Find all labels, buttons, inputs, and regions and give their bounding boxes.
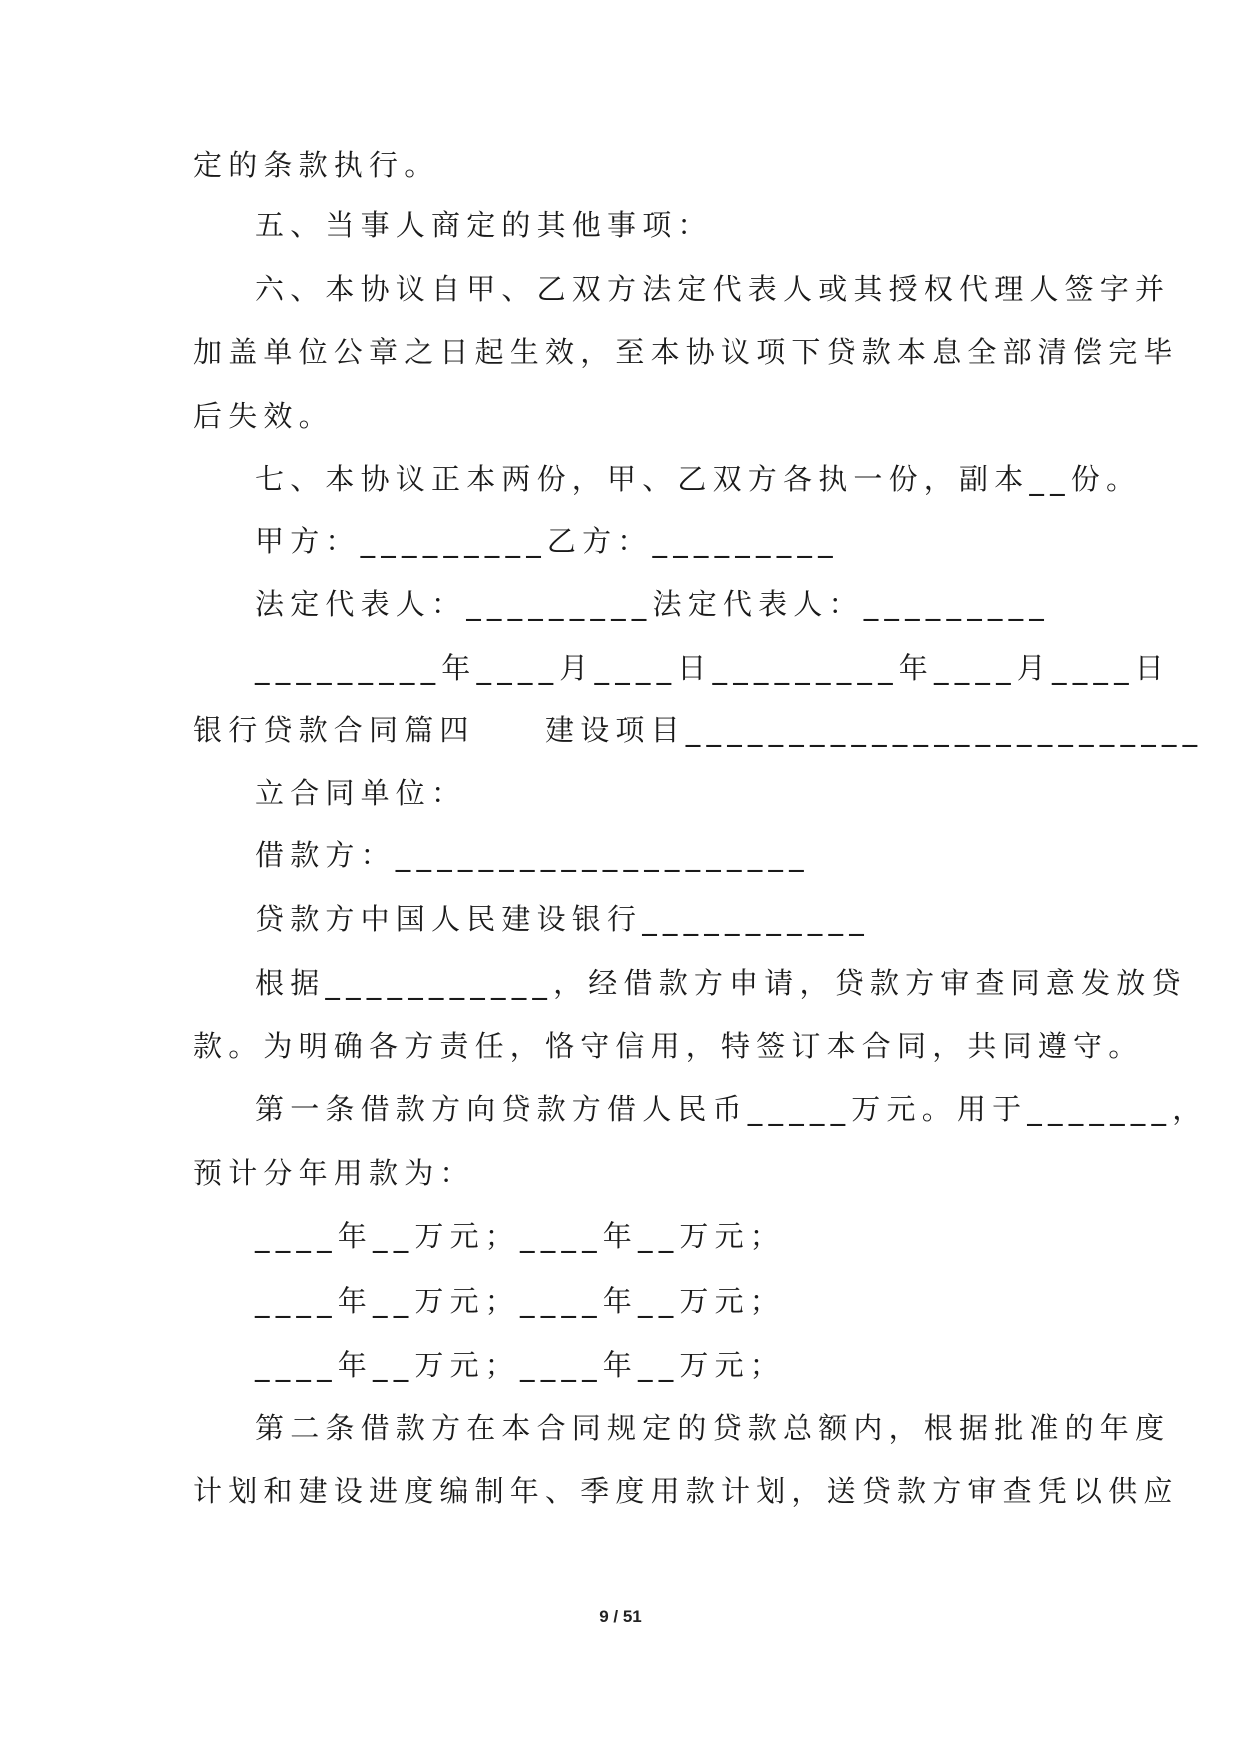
text-line: 后失效。 — [193, 399, 334, 433]
signature-line-parties: 甲方：_________乙方：_________ — [255, 524, 839, 558]
page-number: 9 / 51 — [599, 1607, 642, 1626]
text-line: 加盖单位公章之日起生效，至本协议项下贷款本息全部清偿完毕 — [193, 335, 1179, 369]
text-line: 预计分年用款为： — [193, 1156, 475, 1190]
signature-line-dates: _________年____月____日_________年____月____日 — [255, 651, 1171, 685]
text-line: 第一条借款方向贷款方借人民币_____万元。用于_______， — [255, 1092, 1208, 1126]
text-line: 根据___________，经借款方申请，贷款方审查同意发放贷 — [255, 966, 1187, 1000]
text-line: 六、本协议自甲、乙双方法定代表人或其授权代理人签字并 — [255, 272, 1171, 306]
text-line: 五、当事人商定的其他事项： — [255, 208, 713, 242]
section-heading: 银行贷款合同篇四 建设项目_________________________ — [193, 713, 1204, 747]
text-line: 款。为明确各方责任，恪守信用，特签订本合同，共同遵守。 — [193, 1029, 1144, 1063]
signature-line-representatives: 法定代表人：_________法定代表人：_________ — [255, 587, 1051, 621]
text-line: 立合同单位： — [255, 776, 467, 810]
text-line: 第二条借款方在本合同规定的贷款总额内，根据批准的年度 — [255, 1411, 1171, 1445]
text-line: ____年__万元；____年__万元； — [255, 1348, 786, 1382]
text-line: 定的条款执行。 — [193, 148, 440, 182]
text-line: 贷款方中国人民建设银行___________ — [255, 902, 870, 936]
text-line: 计划和建设进度编制年、季度用款计划，送贷款方审查凭以供应 — [193, 1474, 1179, 1508]
text-line: ____年__万元；____年__万元； — [255, 1219, 786, 1253]
text-line: 借款方：____________________ — [255, 838, 810, 872]
text-line: 七、本协议正本两份，甲、乙双方各执一份，副本__份。 — [255, 462, 1142, 496]
text-line: ____年__万元；____年__万元； — [255, 1284, 786, 1318]
